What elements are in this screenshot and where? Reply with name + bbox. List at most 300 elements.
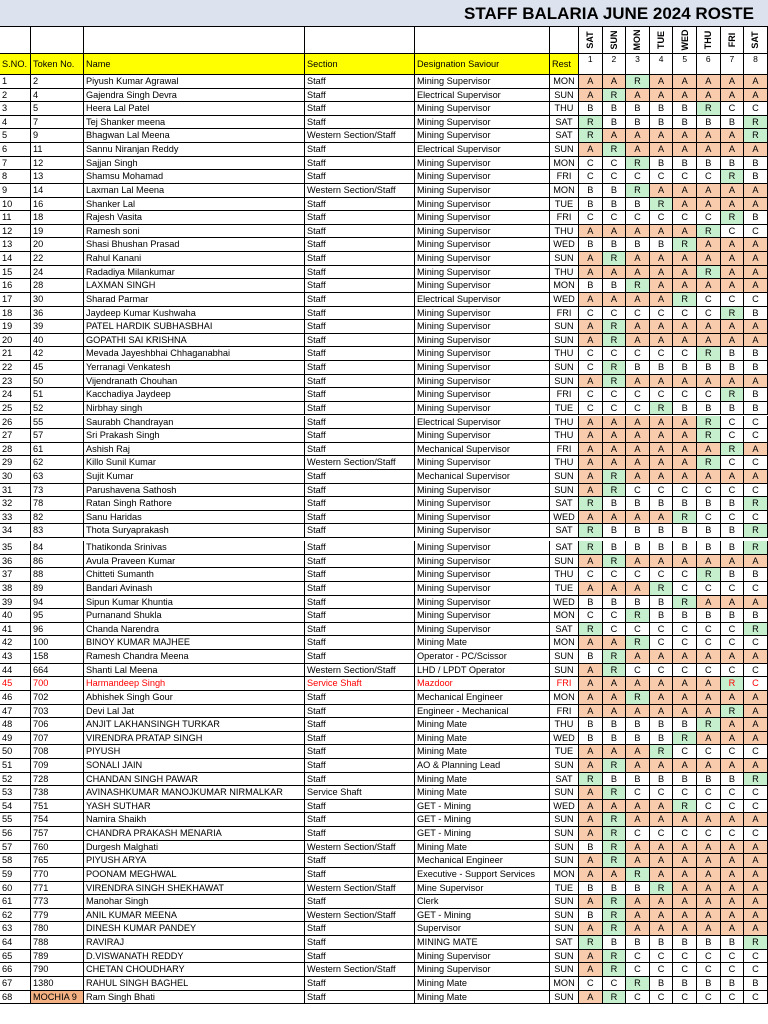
table-row: [0, 402, 768, 416]
schedule-cell: C: [579, 609, 603, 623]
cell-designation: Mining Mate: [415, 786, 550, 800]
cell-rest: MON: [550, 868, 579, 882]
schedule-cell: R: [697, 416, 721, 430]
cell-name: Heera Lal Patel: [84, 102, 305, 116]
schedule-cell: A: [721, 813, 745, 827]
cell-name: Nirbhay singh: [84, 402, 305, 416]
cell-sno: 64: [0, 936, 31, 950]
cell-section: Service Shaft: [305, 677, 415, 691]
cell-section: Staff: [305, 470, 415, 484]
schedule-cell: C: [744, 827, 768, 841]
schedule-cell: C: [626, 170, 650, 184]
cell-sno: 12: [0, 225, 31, 239]
schedule-cell: A: [673, 320, 697, 334]
cell-designation: Mining Supervisor: [415, 238, 550, 252]
cell-name: Laxman Lal Meena: [84, 184, 305, 198]
schedule-cell: C: [626, 402, 650, 416]
cell-designation: GET - Mining: [415, 909, 550, 923]
schedule-cell: A: [721, 868, 745, 882]
schedule-cell: A: [579, 75, 603, 89]
header-spacer: [550, 27, 579, 54]
table-row: [0, 963, 768, 977]
cell-token: 19: [31, 225, 84, 239]
cell-sno: 65: [0, 950, 31, 964]
schedule-cell: A: [721, 596, 745, 610]
cell-rest: FRI: [550, 677, 579, 691]
cell-name: DINESH KUMAR PANDEY: [84, 922, 305, 936]
cell-section: Staff: [305, 293, 415, 307]
schedule-cell: B: [697, 609, 721, 623]
schedule-cell: C: [721, 991, 745, 1005]
cell-name: Shasi Bhushan Prasad: [84, 238, 305, 252]
cell-token: 9: [31, 129, 84, 143]
cell-name: Sri Prakash Singh: [84, 429, 305, 443]
schedule-cell: C: [744, 745, 768, 759]
schedule-cell: A: [673, 705, 697, 719]
cell-section: Staff: [305, 347, 415, 361]
cell-rest: MON: [550, 609, 579, 623]
schedule-cell: A: [603, 511, 627, 525]
table-row: [0, 909, 768, 923]
schedule-cell: B: [673, 497, 697, 511]
cell-section: Staff: [305, 596, 415, 610]
column-header-section: Section: [305, 54, 415, 75]
cell-token: 14: [31, 184, 84, 198]
schedule-cell: B: [744, 170, 768, 184]
schedule-cell: A: [697, 841, 721, 855]
schedule-cell: A: [603, 456, 627, 470]
cell-section: Western Section/Staff: [305, 129, 415, 143]
schedule-cell: A: [579, 225, 603, 239]
schedule-cell: A: [579, 429, 603, 443]
schedule-cell: C: [721, 416, 745, 430]
schedule-cell: B: [697, 541, 721, 555]
schedule-cell: C: [744, 582, 768, 596]
schedule-cell: C: [673, 623, 697, 637]
column-header-sno: S.NO.: [0, 54, 31, 75]
schedule-cell: A: [579, 745, 603, 759]
schedule-cell: A: [673, 334, 697, 348]
schedule-cell: B: [579, 238, 603, 252]
schedule-cell: C: [673, 664, 697, 678]
cell-designation: Executive - Support Services: [415, 868, 550, 882]
cell-token: 100: [31, 636, 84, 650]
schedule-cell: A: [579, 827, 603, 841]
schedule-cell: B: [579, 650, 603, 664]
cell-designation: Mining Supervisor: [415, 157, 550, 171]
cell-name: Jaydeep Kumar Kushwaha: [84, 307, 305, 321]
cell-rest: THU: [550, 266, 579, 280]
schedule-cell: B: [603, 773, 627, 787]
table-row: [0, 936, 768, 950]
cell-name: Manohar Singh: [84, 895, 305, 909]
cell-section: Staff: [305, 745, 415, 759]
schedule-cell: B: [650, 596, 674, 610]
schedule-cell: A: [744, 266, 768, 280]
cell-section: Staff: [305, 705, 415, 719]
table-row: [0, 198, 768, 212]
schedule-cell: R: [603, 375, 627, 389]
schedule-cell: B: [603, 279, 627, 293]
schedule-cell: A: [626, 555, 650, 569]
schedule-cell: R: [673, 800, 697, 814]
schedule-cell: A: [579, 691, 603, 705]
cell-sno: 7: [0, 157, 31, 171]
cell-token: 55: [31, 416, 84, 430]
schedule-cell: R: [603, 759, 627, 773]
table-row: [0, 568, 768, 582]
cell-name: Piyush Kumar Agrawal: [84, 75, 305, 89]
schedule-cell: A: [650, 334, 674, 348]
table-row: [0, 334, 768, 348]
cell-name: POONAM MEGHWAL: [84, 868, 305, 882]
day-header: [579, 27, 603, 54]
schedule-cell: B: [744, 609, 768, 623]
table-row: [0, 252, 768, 266]
cell-section: Staff: [305, 524, 415, 538]
schedule-cell: C: [650, 963, 674, 977]
cell-section: Staff: [305, 691, 415, 705]
schedule-cell: B: [744, 402, 768, 416]
schedule-cell: R: [744, 497, 768, 511]
schedule-cell: A: [650, 416, 674, 430]
schedule-cell: C: [579, 388, 603, 402]
schedule-cell: B: [579, 882, 603, 896]
schedule-cell: A: [744, 841, 768, 855]
cell-rest: SUN: [550, 786, 579, 800]
schedule-cell: B: [744, 157, 768, 171]
schedule-cell: A: [721, 375, 745, 389]
schedule-cell: A: [744, 868, 768, 882]
cell-rest: FRI: [550, 443, 579, 457]
cell-sno: 44: [0, 664, 31, 678]
schedule-cell: C: [673, 991, 697, 1005]
schedule-cell: R: [603, 991, 627, 1005]
table-row: [0, 143, 768, 157]
schedule-cell: B: [744, 388, 768, 402]
cell-name: Purnanand Shukla: [84, 609, 305, 623]
schedule-cell: A: [650, 759, 674, 773]
cell-sno: 1: [0, 75, 31, 89]
cell-name: SONALI JAIN: [84, 759, 305, 773]
schedule-cell: A: [650, 868, 674, 882]
cell-sno: 22: [0, 361, 31, 375]
cell-name: Saurabh Chandrayan: [84, 416, 305, 430]
page-title: STAFF BALARIA JUNE 2024 ROSTE: [0, 0, 768, 27]
cell-rest: TUE: [550, 582, 579, 596]
cell-section: Staff: [305, 238, 415, 252]
schedule-cell: C: [721, 293, 745, 307]
schedule-cell: A: [721, 184, 745, 198]
cell-name: Ramesh soni: [84, 225, 305, 239]
cell-designation: AO & Planning Lead: [415, 759, 550, 773]
schedule-cell: B: [721, 347, 745, 361]
cell-designation: Mining Supervisor: [415, 497, 550, 511]
cell-section: Staff: [305, 497, 415, 511]
cell-sno: 59: [0, 868, 31, 882]
schedule-cell: B: [650, 116, 674, 130]
schedule-cell: R: [603, 334, 627, 348]
schedule-cell: A: [650, 813, 674, 827]
table-row: [0, 388, 768, 402]
day-header: [603, 27, 627, 54]
table-row: [0, 347, 768, 361]
cell-rest: SAT: [550, 541, 579, 555]
cell-section: Western Section/Staff: [305, 909, 415, 923]
schedule-cell: C: [603, 568, 627, 582]
cell-token: 771: [31, 882, 84, 896]
schedule-cell: A: [721, 922, 745, 936]
cell-name: Abhishek Singh Gour: [84, 691, 305, 705]
cell-designation: Mining Mate: [415, 977, 550, 991]
schedule-cell: B: [603, 596, 627, 610]
cell-rest: SUN: [550, 813, 579, 827]
schedule-cell: B: [579, 198, 603, 212]
table-row: [0, 991, 768, 1005]
schedule-cell: A: [626, 854, 650, 868]
cell-name: VIRENDRA PRATAP SINGH: [84, 732, 305, 746]
column-header-token: Token No.: [31, 54, 84, 75]
cell-rest: TUE: [550, 402, 579, 416]
cell-sno: 60: [0, 882, 31, 896]
header-spacer: [415, 27, 550, 54]
cell-designation: Mining Mate: [415, 636, 550, 650]
schedule-cell: C: [650, 211, 674, 225]
cell-designation: Mining Supervisor: [415, 623, 550, 637]
schedule-cell: C: [721, 963, 745, 977]
schedule-cell: A: [673, 375, 697, 389]
cell-rest: THU: [550, 347, 579, 361]
schedule-cell: C: [650, 636, 674, 650]
cell-sno: 31: [0, 484, 31, 498]
schedule-cell: C: [697, 484, 721, 498]
cell-sno: 50: [0, 745, 31, 759]
cell-designation: Mining Supervisor: [415, 334, 550, 348]
schedule-cell: A: [744, 895, 768, 909]
cell-section: Staff: [305, 541, 415, 555]
schedule-cell: B: [626, 497, 650, 511]
schedule-cell: C: [650, 307, 674, 321]
cell-sno: 63: [0, 922, 31, 936]
cell-sno: 14: [0, 252, 31, 266]
schedule-cell: R: [650, 198, 674, 212]
schedule-cell: A: [744, 691, 768, 705]
cell-name: Avula Praveen Kumar: [84, 555, 305, 569]
schedule-cell: B: [579, 596, 603, 610]
cell-designation: Mining Supervisor: [415, 129, 550, 143]
schedule-cell: A: [673, 225, 697, 239]
schedule-cell: R: [697, 429, 721, 443]
schedule-cell: A: [579, 705, 603, 719]
cell-designation: Mazdoor: [415, 677, 550, 691]
schedule-cell: R: [721, 677, 745, 691]
table-row: [0, 650, 768, 664]
cell-token: 82: [31, 511, 84, 525]
cell-sno: 13: [0, 238, 31, 252]
schedule-cell: A: [650, 279, 674, 293]
schedule-cell: C: [721, 636, 745, 650]
schedule-cell: A: [697, 854, 721, 868]
cell-rest: THU: [550, 568, 579, 582]
schedule-cell: A: [744, 184, 768, 198]
schedule-cell: R: [603, 252, 627, 266]
schedule-cell: A: [697, 868, 721, 882]
schedule-cell: R: [650, 745, 674, 759]
table-row: [0, 293, 768, 307]
schedule-cell: C: [697, 991, 721, 1005]
schedule-cell: C: [721, 225, 745, 239]
schedule-cell: A: [579, 456, 603, 470]
cell-token: 780: [31, 922, 84, 936]
schedule-cell: A: [721, 909, 745, 923]
cell-sno: 53: [0, 786, 31, 800]
schedule-cell: B: [626, 116, 650, 130]
cell-name: Harmandeep Singh: [84, 677, 305, 691]
cell-token: 700: [31, 677, 84, 691]
cell-section: Staff: [305, 609, 415, 623]
schedule-cell: C: [673, 963, 697, 977]
schedule-cell: A: [626, 375, 650, 389]
schedule-cell: C: [650, 347, 674, 361]
cell-designation: Mining Supervisor: [415, 211, 550, 225]
schedule-cell: A: [673, 198, 697, 212]
schedule-cell: A: [744, 252, 768, 266]
schedule-cell: A: [626, 443, 650, 457]
table-row: [0, 977, 768, 991]
cell-name: Mevada Jayeshbhai Chhaganabhai: [84, 347, 305, 361]
schedule-cell: R: [579, 524, 603, 538]
cell-section: Western Section/Staff: [305, 963, 415, 977]
cell-rest: SUN: [550, 963, 579, 977]
schedule-cell: B: [721, 524, 745, 538]
cell-sno: 16: [0, 279, 31, 293]
schedule-cell: R: [579, 129, 603, 143]
cell-section: Staff: [305, 307, 415, 321]
cell-designation: Electrical Supervisor: [415, 416, 550, 430]
cell-name: Sujit Kumar: [84, 470, 305, 484]
cell-section: Staff: [305, 388, 415, 402]
schedule-cell: C: [744, 102, 768, 116]
cell-token: 96: [31, 623, 84, 637]
table-row: [0, 841, 768, 855]
cell-rest: THU: [550, 429, 579, 443]
cell-section: Staff: [305, 484, 415, 498]
cell-designation: Mining Supervisor: [415, 347, 550, 361]
schedule-cell: A: [626, 745, 650, 759]
schedule-cell: A: [579, 813, 603, 827]
cell-token: 20: [31, 238, 84, 252]
schedule-cell: B: [721, 936, 745, 950]
cell-section: Staff: [305, 252, 415, 266]
schedule-cell: C: [721, 429, 745, 443]
cell-token: 707: [31, 732, 84, 746]
schedule-cell: A: [721, 334, 745, 348]
schedule-cell: R: [603, 813, 627, 827]
cell-sno: 40: [0, 609, 31, 623]
table-row: [0, 950, 768, 964]
table-row: [0, 895, 768, 909]
schedule-cell: A: [626, 252, 650, 266]
cell-designation: Mining Supervisor: [415, 375, 550, 389]
table-row: [0, 184, 768, 198]
cell-name: ANJIT LAKHANSINGH TURKAR: [84, 718, 305, 732]
schedule-cell: A: [626, 813, 650, 827]
cell-sno: 55: [0, 813, 31, 827]
table-row: [0, 800, 768, 814]
schedule-cell: C: [697, 511, 721, 525]
cell-sno: 26: [0, 416, 31, 430]
schedule-cell: R: [603, 963, 627, 977]
schedule-cell: B: [650, 936, 674, 950]
schedule-cell: R: [579, 773, 603, 787]
schedule-cell: A: [626, 841, 650, 855]
column-header-rest: Rest: [550, 54, 579, 75]
cell-name: Shanti Lal Meena: [84, 664, 305, 678]
schedule-cell: A: [744, 375, 768, 389]
cell-sno: 32: [0, 497, 31, 511]
cell-section: Staff: [305, 582, 415, 596]
schedule-cell: C: [626, 664, 650, 678]
cell-designation: Mining Mate: [415, 841, 550, 855]
schedule-cell: C: [697, 636, 721, 650]
schedule-cell: C: [626, 786, 650, 800]
schedule-cell: R: [697, 266, 721, 280]
schedule-cell: A: [626, 511, 650, 525]
schedule-cell: A: [673, 677, 697, 691]
cell-name: LAXMAN SINGH: [84, 279, 305, 293]
schedule-cell: R: [603, 320, 627, 334]
schedule-cell: A: [673, 429, 697, 443]
cell-name: CHETAN CHOUDHARY: [84, 963, 305, 977]
schedule-cell: R: [650, 882, 674, 896]
schedule-cell: A: [697, 375, 721, 389]
schedule-cell: C: [626, 950, 650, 964]
schedule-cell: R: [721, 443, 745, 457]
schedule-cell: C: [603, 623, 627, 637]
cell-token: 760: [31, 841, 84, 855]
cell-rest: THU: [550, 456, 579, 470]
schedule-cell: A: [744, 279, 768, 293]
day-header: [744, 27, 768, 54]
schedule-cell: C: [697, 827, 721, 841]
schedule-cell: A: [579, 484, 603, 498]
schedule-cell: A: [673, 854, 697, 868]
cell-rest: SAT: [550, 623, 579, 637]
schedule-cell: R: [744, 524, 768, 538]
cell-rest: TUE: [550, 198, 579, 212]
cell-sno: 10: [0, 198, 31, 212]
schedule-cell: B: [673, 102, 697, 116]
cell-section: Staff: [305, 977, 415, 991]
schedule-cell: B: [697, 524, 721, 538]
cell-designation: Clerk: [415, 895, 550, 909]
table-row: [0, 320, 768, 334]
schedule-cell: R: [603, 664, 627, 678]
schedule-cell: C: [603, 402, 627, 416]
schedule-cell: A: [650, 266, 674, 280]
cell-section: Staff: [305, 511, 415, 525]
schedule-cell: C: [697, 623, 721, 637]
schedule-cell: A: [650, 677, 674, 691]
schedule-cell: A: [626, 225, 650, 239]
schedule-cell: C: [721, 664, 745, 678]
table-row: [0, 854, 768, 868]
schedule-cell: B: [650, 157, 674, 171]
cell-designation: Mining Mate: [415, 991, 550, 1005]
table-row: [0, 266, 768, 280]
cell-section: Western Section/Staff: [305, 841, 415, 855]
schedule-cell: A: [579, 89, 603, 103]
